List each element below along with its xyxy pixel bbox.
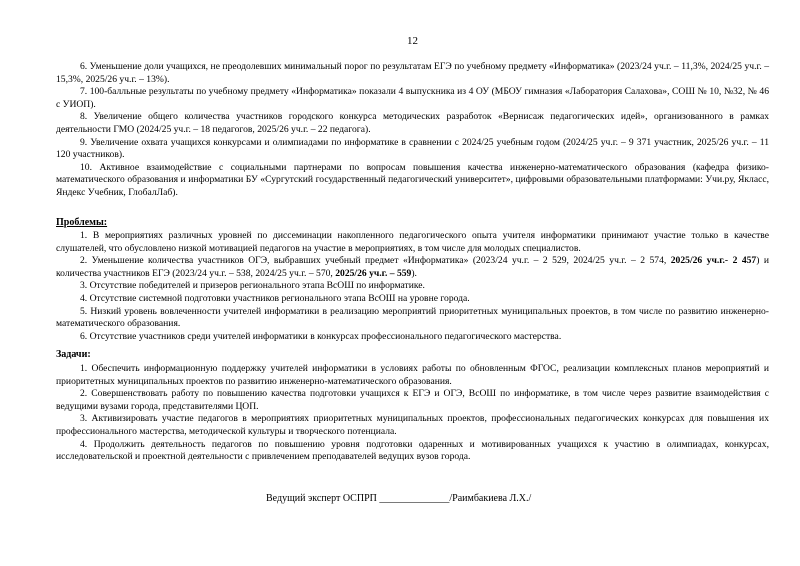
tasks-heading: Задачи: (56, 349, 91, 360)
problem-item-3: 3. Отсутствие победителей и призеров регионального этапа ВсОШ по информатике. (80, 280, 425, 292)
problem-item-6: 6. Отсутствие участников среди учителей информатики в конкурсах профессионального педагогического мастерства. (80, 330, 562, 342)
problem-item-5: 5. Низкий уровень вовлеченности учителей информатики в реализацию мероприятий приоритетных муниципальных проектов, в том числе по развитию инженерно-математического образования. (56, 305, 769, 330)
problem-2-text-c: ). (411, 267, 417, 279)
task-item-4: 4. Продолжить деятельность педагогов по повышению уровня подготовки одаренных и мотивированных учащихся к участию в олимпиадах, конкурсах, исследовательской и проектной деятельности с привлечением преподавателей ведущих вузов города. (56, 438, 769, 463)
problems-list (56, 230, 769, 343)
problem-item-2 (56, 255, 769, 280)
problems-heading: Проблемы: (56, 217, 108, 228)
problem-item-4: 4. Отсутствие системной подготовки участников регионального этапа ВсОШ на уровне города. (80, 292, 470, 304)
results-list (56, 61, 769, 200)
task-item-3: 3. Активизировать участие педагогов в мероприятиях приоритетных муниципальных проектов, профессиональных педагогических конкурсах для повышения их профессионального мастерства, методической культуры и творческого потенциала. (56, 413, 769, 437)
problem-item-1: 1. В мероприятиях различных уровней по диссеминации накопленного педагогического опыта учителя информатики принимают участие только в качестве слушателей, что обусловлено низкой мотивацией педагогов на участие в мероприятиях, в том числе для молодых специалистов. (56, 230, 769, 254)
page-number: 12 (407, 35, 418, 47)
results-item-8: 8. Увеличение общего количества участников городского конкурса методических разработок «Вернисаж педагогических идей», организованного в рамках деятельности ГМО (2024/25 уч.г. – 18 педагогов, 2025/26 уч.г. – 22 педагога). (56, 111, 769, 135)
results-item-10: 10. Активное взаимодействие с социальными партнерами по вопросам повышения качества инженерно-математического образования (кафедра физико-математического образования и информатики БУ «Сургутский государственный педагогический университет», цифровыми образовательными платформами: Учи.ру, Якласс, Яндекс Учебник, ГлобалЛаб). (56, 161, 769, 198)
problem-2-oge-2025: 2025/26 уч.г.- 2 457 (670, 255, 757, 267)
task-item-1: 1. Обеспечить информационную поддержку учителей информатики в условиях работы по обновленным ФГОС, реализации комплексных планов мероприятий и приоритетных муниципальных проектов по развитию инженерно-математического образования. (56, 363, 769, 387)
problem-2-text-b: ) и количества участников ЕГЭ (2023/24 уч.г. – 538, 2024/25 уч.г. – 570, (56, 255, 769, 279)
tasks-list (56, 363, 769, 464)
signature-line: Ведущий эксперт ОСПРП ______________/Раимбакиева Л.Х./ (266, 493, 532, 504)
task-item-2: 2. Совершенствовать работу по повышению качества подготовки учащихся к ЕГЭ и ОГЭ, ВсОШ по информатике, в том числе через развитие взаимодействия с ведущими вузами города, представителями ЦОП. (56, 388, 769, 412)
problem-2-text-a: 2. Уменьшение количества участников ОГЭ, выбравших учебный предмет «Информатика» (2023/24 уч.г. – 2 529, 2024/25 уч.г. – 2 574, (80, 255, 671, 267)
results-item-6: 6. Уменьшение доли учащихся, не преодолевших минимальный порог по результатам ЕГЭ по учебному предмету «Информатика» (2023/24 уч.г. – 11,3%, 2024/25 уч.г. – 15,3%, 2025/26 уч.г. – 13%). (56, 61, 769, 85)
results-item-7: 7. 100-балльные результаты по учебному предмету «Информатика» показали 4 выпускника из 4 ОУ (МБОУ гимназия «Лаборатория Салахова», СОШ № 10, №32, № 46 с УИОП). (56, 86, 769, 110)
problem-2-ege-2025: 2025/26 уч.г. – 559 (335, 267, 412, 279)
results-item-9: 9. Увеличение охвата учащихся конкурсами и олимпиадами по информатике в сравнении с 2024/25 учебным годом (2024/25 уч.г. – 9 371 участник, 2025/26 уч.г. – 11 120 участников). (56, 136, 769, 161)
